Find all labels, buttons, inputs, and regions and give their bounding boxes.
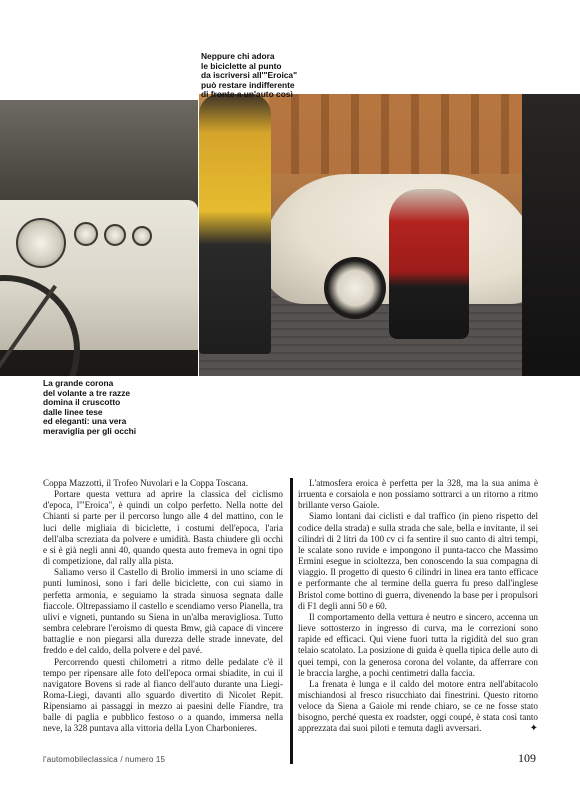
paragraph: Percorrendo questi chilometri a ritmo delle pedalate c'è il tempo per ripensare alle foto dell'epoca ormai sbiadite, in cui il navigatore Bovens si rade al fianco dell'auto durante una Liegi-Roma-Liegi, davanti allo sguardo divertito di Nicolet Repit. Ripensiamo ai passaggi in mezzo ai paesini delle Fiandre, tra balle di paglia e pubblico festoso o a quando, immersa nella neve, la 328 puntava alla vittoria della Lyon Charbonieres.	[43, 656, 283, 734]
footer-magazine: l'automobileclassica / numero 15	[43, 755, 166, 764]
caption-left: La grande corona del volante a tre razze domina il cruscotto dalle linee tese ed eleganti: una vera meraviglia per gli occhi	[43, 378, 137, 436]
gauge-small-1	[74, 222, 98, 246]
photo-man-red	[389, 189, 469, 339]
paragraph: Siamo lontani dai ciclisti e dal traffico (in pieno rispetto del codice della strada) e sulla strada che sale, bella e invitante, il sei cilindri di 2 litri da 100 cv ci fa sentire il suo canto di altri tempi, le scalate sono ruvide e impongono il punta-tacco che Massimo Ermini esegue in scioltezza, ben conoscendo la sua compagna di viaggio. Il progetto di questo 6 cilindri in linea era tanto efficace e performante che al termine della guerra fu preso dall'inglese Bristol come bottino di guerra, divenendo la base per i propulsori di F1 degli anni 50 e 60.	[298, 511, 538, 611]
photo-dashboard	[0, 100, 198, 376]
paragraph: L'atmosfera eroica è perfetta per la 328, ma la sua anima è irruenta e corsaiola e non possiamo sottrarci a un ritorno a ritmo brillante verso Gaiole.	[298, 478, 538, 511]
gauge-small-2	[104, 224, 126, 246]
caption-top: Neppure chi adora le biciclette al punto da iscriversi all'"Eroica" può restare indifferente di fronte a un'auto così	[201, 51, 298, 100]
page-number: 109	[518, 751, 536, 765]
photo-cyclists-car	[199, 94, 580, 376]
paragraph: Coppa Mazzotti, il Trofeo Nuvolari e la Coppa Toscana.	[43, 478, 248, 488]
paragraph-text: La frenata è lunga e il caldo del motore entra nell'abitacolo mischiandosi al fresco risucchiato dai finestrini. Questo ritorno veloce da Siena a Gaiole mi rende chiaro, se ce ne fosse stato bisogno, perché questa ex roadster, oggi coupé, è stata così tanto apprezzata dai suoi piloti e temuta dagli avversari.	[298, 678, 538, 734]
column-right	[298, 478, 538, 735]
photo-car-wheel	[324, 257, 386, 319]
column-left	[43, 478, 283, 735]
gauge-small-3	[132, 226, 152, 246]
photo-rider-edge	[522, 94, 580, 376]
paragraph: Saliamo verso il Castello di Brolio immersi in uno sciame di punti luminosi, sono i fari delle biciclette, con cui siamo in perfetta armonia, e seguiamo la strada sinuosa segnata dalle fiaccole. Oltrepassiamo il castello e scendiamo verso Pianella, tra ulivi e vigneti, puntando su Siena in un'alba meravigliosa. Tutto sembra celebrare l'eroismo di questa Bmw, già capace di vincere battaglie e non piegarsi alla durezza delle strade innevate, del freddo e del caldo, della polvere e del pavé.	[43, 567, 283, 656]
photo-rider-yellow	[199, 94, 271, 354]
column-divider	[290, 478, 293, 764]
gauge-large	[16, 218, 66, 268]
end-mark-icon: ✦	[529, 723, 538, 735]
paragraph	[298, 679, 538, 735]
paragraph: Portare questa vettura ad aprire la classica del ciclismo d'epoca, l'"Eroica", è quindi un colpo perfetto. Nella notte del Chianti si parte per il percorso lungo alle 4 del mattino, con le luci delle migliaia di biciclette, i costumi dell'epoca, l'aria dell'alba screziata da polvere e umidità. Basta chiudere gli occhi e si è già negli anni 40, quando questa auto fremeva in ogni tipo di competizione, dal rally alla pista.	[43, 489, 283, 567]
paragraph: Il comportamento della vettura è neutro e sincero, accenna un lieve sottosterzo in ingresso di curva, ma le correzioni sono rapide ed efficaci. Qui viene fuori tutta la rigidità del suo gran telaio scatolato. La posizione di guida è quella tipica delle auto di quei tempi, con la generosa corona del volante, da afferrare con le braccia larghe, a pochi centimetri dalla faccia.	[298, 611, 538, 678]
